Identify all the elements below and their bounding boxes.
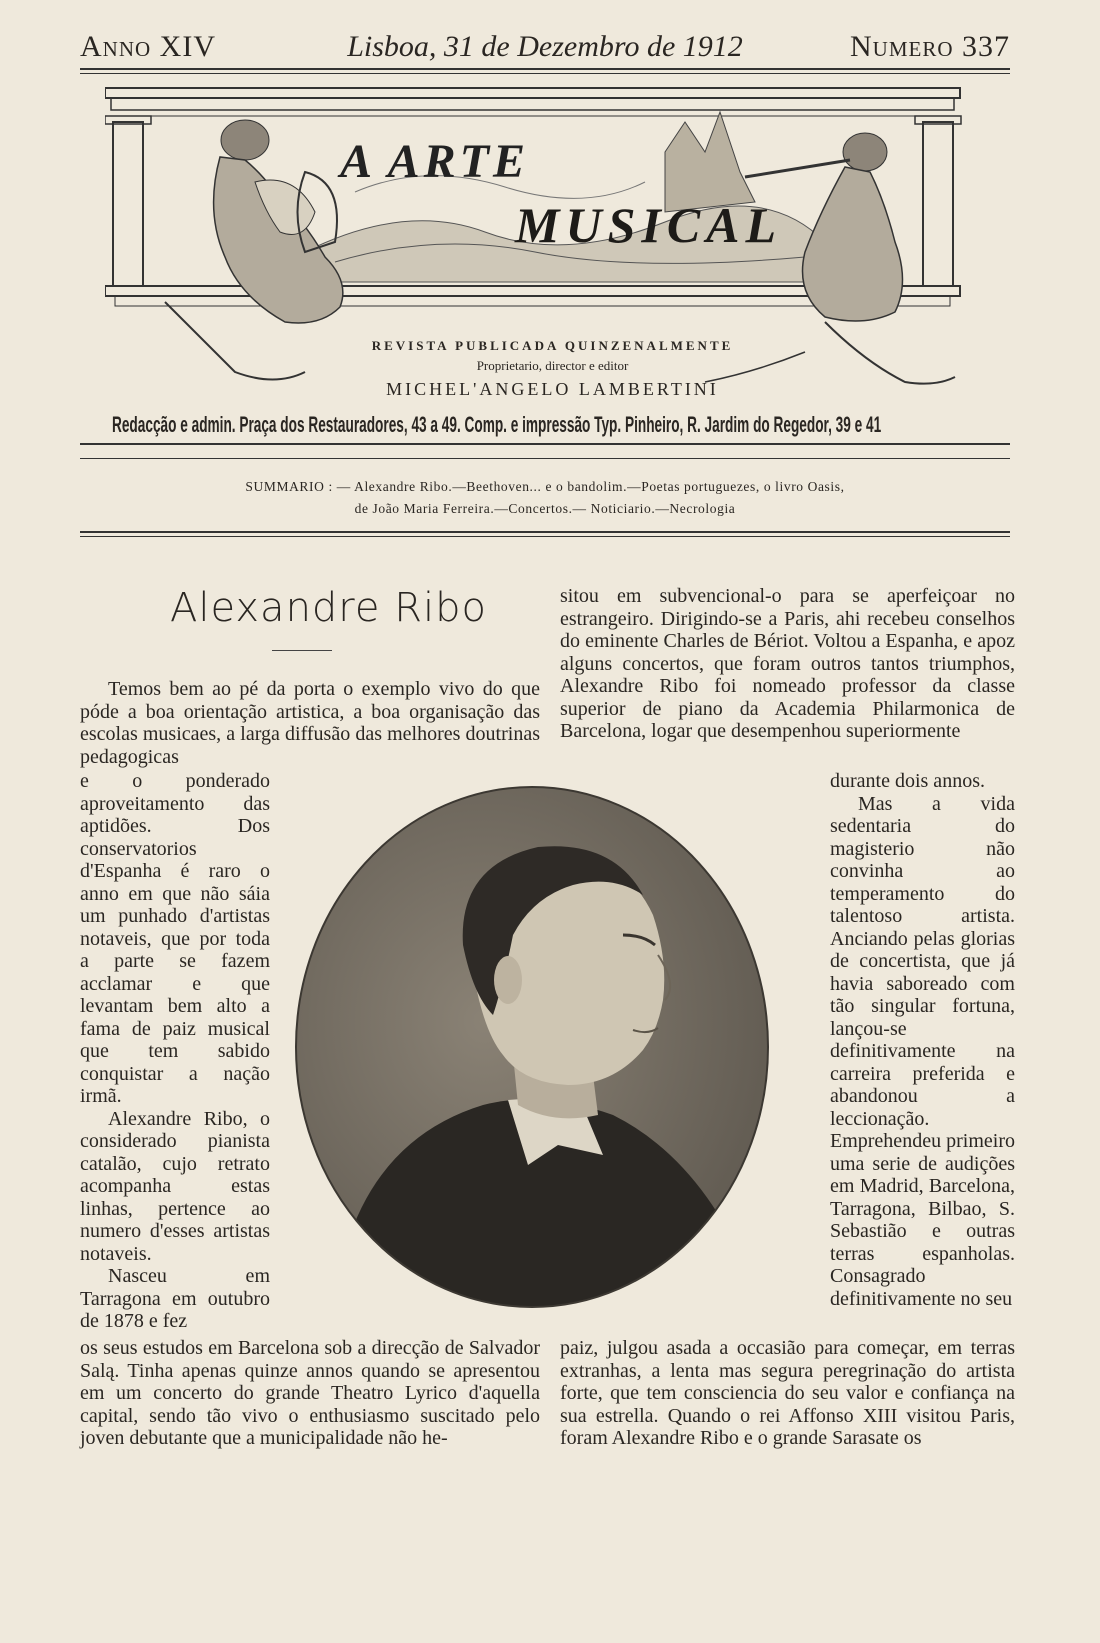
masthead-subtitle: REVISTA PUBLICADA QUINZENALMENTE [371, 338, 734, 353]
article-left-column-top [80, 678, 540, 768]
article-paragraph: e o ponderado aproveitamento das aptidões. Dos conservatorios d'Espanha é raro o anno em que não sáia um punhado d'artistas notaveis, que por toda a parte se fazem acclamar e que levantam bem alto a fama de paiz musical que tem sabido conquistar a nação irmã. [80, 770, 270, 1107]
masthead-owner-label: Proprietario, director e editor [476, 358, 629, 373]
article-right-column-top [560, 585, 1015, 743]
summary-top-rule [80, 458, 1010, 459]
issue-number: Numero 337 [849, 30, 1010, 63]
masthead [105, 82, 1000, 412]
header-rule [80, 68, 1010, 74]
article-title: Alexandre Ribo [170, 585, 487, 631]
admin-rule [80, 443, 1010, 445]
article-paragraph: durante dois annos. [830, 770, 985, 792]
article-right-column-narrow [830, 770, 1015, 1310]
article-left-column-narrow [80, 770, 270, 1333]
masthead-title-line1: A ARTE [340, 135, 529, 188]
article-right-column-bottom [560, 1337, 1015, 1450]
article-paragraph: os seus estudos em Barcelona sob a direcção de Salvador Salą. Tinha apenas quinze annos quando se apresentou em um concerto do grande Theatro Lyrico d'aquella capital, sendo tão vivo o enthusiasmo suscitado pelo joven debutante que a municipalidade não he- [80, 1337, 540, 1449]
masthead-title-line2: MUSICAL [515, 197, 783, 253]
issue-year: Anno XIV [80, 30, 216, 63]
masthead-owner-name: MICHEL'ANGELO LAMBERTINI [386, 379, 719, 399]
issue-header [80, 30, 1010, 66]
administration-line: Redacção e admin. Praça dos Restauradores, 43 a 49. Comp. e impressão Typ. Pinheiro, R. Jardim do Regedor, 39 e 41 [112, 412, 882, 437]
article-paragraph: Mas a vida sedentaria do magisterio não convinha ao temperamento do talentoso artista. Anciando pelas glorias de concertista, que já havia saboreado com tão singular fortuna, lançou-se definitivamente na carreira preferida e abandonou a leccionação. Emprehendeu primeiro uma serie de audições em Madrid, Barcelona, Tarragona, Bilbao, S. Sebastião e outras terras espanholas. Consagrado definitivamente no seu [830, 792, 1015, 1310]
article-paragraph: Nasceu em Tarragona em outubro de 1878 e fez [80, 1265, 270, 1332]
summary-bottom-rule [80, 531, 1010, 537]
article-paragraph: paiz, julgou asada a occasião para começar, em terras extranhas, a lenta mas segura peregrinação do artista forte, que tem consciencia do seu valor e confiança na sua estrella. Quando o rei Affonso XIII visitou Paris, foram Alexandre Ribo e o grande Sarasate os [560, 1337, 1015, 1449]
article-paragraph: sitou em subvencional-o para se aperfeiçoar no estrangeiro. Dirigindo-se a Paris, ahi recebeu conselhos do eminente Charles de Bériot. Voltou a Espanha, e apoz alguns concertos, que foram outros tantos triumphos, Alexandre Ribo foi nomeado professor da classe superior de piano da Academia Philarmonica de Barcelona, logar que desempenhou superiormente [560, 585, 1015, 742]
article-paragraph: Temos bem ao pé da porta o exemplo vivo do que póde a boa orientação artistica, a boa organisação das escolas musicaes, a larga diffusão das melhores doutrinas pedagogicas [80, 678, 540, 768]
summary-line-1: SUMMARIO : — Alexandre Ribo.—Beethoven... e o bandolim.—Poetas portuguezes, o livro Oasis, [245, 479, 845, 494]
portrait-image [293, 785, 771, 1310]
article-left-column-bottom [80, 1337, 540, 1450]
portrait-photo [293, 785, 771, 1310]
place-date: Lisboa, 31 de Dezembro de 1912 [347, 30, 743, 63]
summary-line-2: de João Maria Ferreira.—Concertos.— Noticiario.—Necrologia [354, 501, 736, 516]
summary [80, 476, 1010, 520]
article-paragraph: Alexandre Ribo, o considerado pianista catalão, cujo retrato acompanha estas linhas, pertence ao numero d'esses artistas notaveis. [80, 1107, 270, 1265]
title-divider [272, 650, 332, 651]
